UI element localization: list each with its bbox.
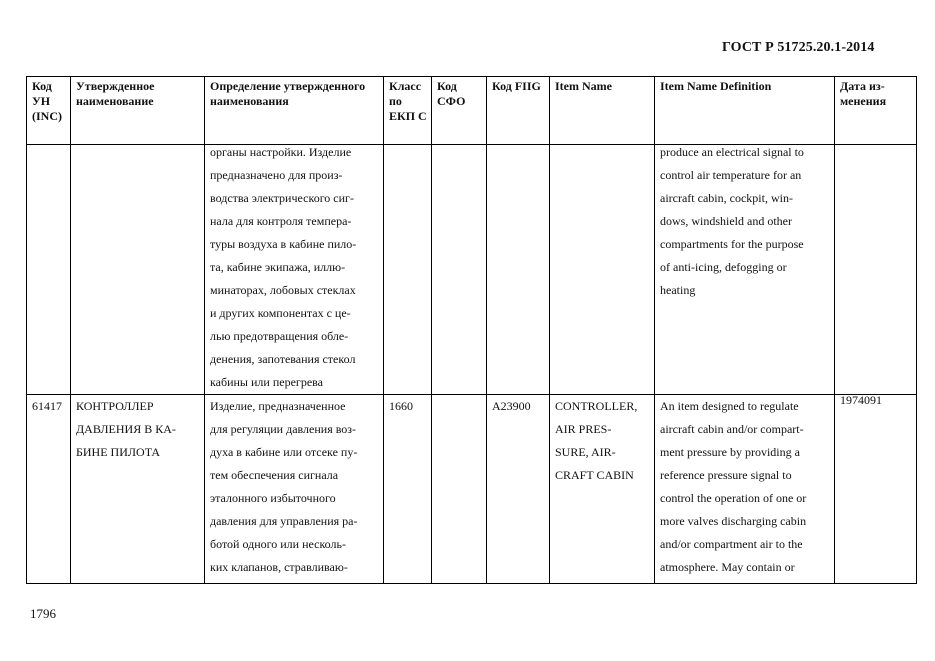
cell-change-date bbox=[835, 395, 917, 584]
text-line: heating bbox=[660, 283, 696, 297]
text-line: aircraft cabin, cockpit, win- bbox=[660, 191, 793, 205]
text-line: and/or compartment air to the bbox=[660, 537, 803, 551]
cell-approved-name bbox=[71, 395, 205, 584]
header-item-definition: Item Name Definition bbox=[655, 77, 835, 145]
text-line: лью предотвращения обле- bbox=[210, 329, 349, 343]
header-fiig: Код FIIG bbox=[487, 77, 550, 145]
header-class: Класс по ЕКП С bbox=[384, 77, 432, 145]
header-sfo: Код СФО bbox=[432, 77, 487, 145]
text-line: эталонного избыточного bbox=[210, 491, 336, 505]
cell-inc bbox=[27, 145, 71, 395]
text-line: aircraft cabin and/or compart- bbox=[660, 422, 804, 436]
text-line: КОНТРОЛЛЕР bbox=[76, 399, 154, 413]
text-line: AIR PRES- bbox=[555, 422, 612, 436]
cell-fiig bbox=[487, 145, 550, 395]
cell-item-name bbox=[550, 145, 655, 395]
text-line: ment pressure by providing a bbox=[660, 445, 800, 459]
text-line: compartments for the purpose bbox=[660, 237, 804, 251]
cell-approved-name bbox=[71, 145, 205, 395]
header-change-date: Дата из- менения bbox=[835, 77, 917, 145]
fiig-code: A23900 bbox=[492, 399, 531, 413]
cell-item-definition bbox=[655, 145, 835, 395]
text-line: An item designed to regulate bbox=[660, 399, 799, 413]
text-line: CRAFT CABIN bbox=[555, 468, 634, 482]
class-code: 1660 bbox=[389, 399, 413, 413]
text-line: of anti-icing, defogging or bbox=[660, 260, 787, 274]
text-line: ДАВЛЕНИЯ В КА- bbox=[76, 422, 176, 436]
text-line: духа в кабине или отсеке пу- bbox=[210, 445, 358, 459]
text-line: нала для контроля темпера- bbox=[210, 214, 352, 228]
cell-item-definition bbox=[655, 395, 835, 584]
text-line: туры воздуха в кабине пило- bbox=[210, 237, 357, 251]
cell-item-name bbox=[550, 395, 655, 584]
text-line: ботой одного или несколь- bbox=[210, 537, 346, 551]
text-line: предназначено для произ- bbox=[210, 168, 343, 182]
text-line: ких клапанов, стравливаю- bbox=[210, 560, 348, 574]
text-line: control the operation of one or bbox=[660, 491, 807, 505]
text-line: минаторах, лобовых стеклах bbox=[210, 283, 356, 297]
text-line: produce an electrical signal to bbox=[660, 145, 804, 159]
text-line: reference pressure signal to bbox=[660, 468, 792, 482]
inc-code: 61417 bbox=[32, 399, 62, 413]
page-number: 1796 bbox=[30, 606, 56, 621]
text-line: atmosphere. May contain or bbox=[660, 560, 795, 574]
cell-fiig bbox=[487, 395, 550, 584]
text-line: органы настройки. Изделие bbox=[210, 145, 352, 159]
text-line: та, кабине экипажа, иллю- bbox=[210, 260, 346, 274]
text-line: для регуляции давления воз- bbox=[210, 422, 357, 436]
table-row-continuation bbox=[27, 145, 917, 395]
cell-class bbox=[384, 395, 432, 584]
text-line: more valves discharging cabin bbox=[660, 514, 807, 528]
header-approved-name: Утвержденное наименование bbox=[71, 77, 205, 145]
text-line: Изделие, предназначенное bbox=[210, 399, 346, 413]
cell-change-date bbox=[835, 145, 917, 395]
header-inc: Код УН (INC) bbox=[27, 77, 71, 145]
text-line: давления для управления ра- bbox=[210, 514, 358, 528]
header-name-definition: Определение утвержденного наименования bbox=[205, 77, 384, 145]
table-row-entry bbox=[27, 395, 917, 584]
text-line: водства электрического сиг- bbox=[210, 191, 354, 205]
text-line: control air temperature for an bbox=[660, 168, 802, 182]
cell-sfo bbox=[432, 395, 487, 584]
cell-name-definition bbox=[205, 145, 384, 395]
text-line: БИНЕ ПИЛОТА bbox=[76, 445, 161, 459]
table-header-row bbox=[27, 77, 917, 145]
text-line: тем обеспечения сигнала bbox=[210, 468, 339, 482]
text-line: и других компонентах с це- bbox=[210, 306, 351, 320]
header-item-name: Item Name bbox=[550, 77, 655, 145]
text-line: денения, запотевания стекол bbox=[210, 352, 356, 366]
text-line: кабины или перегрева bbox=[210, 375, 323, 389]
cell-inc bbox=[27, 395, 71, 584]
cell-class bbox=[384, 145, 432, 395]
text-line: CONTROLLER, bbox=[555, 399, 638, 413]
nomenclature-table bbox=[26, 76, 917, 584]
sfo-code bbox=[437, 395, 482, 418]
cell-sfo bbox=[432, 145, 487, 395]
change-date: 1974091 bbox=[840, 393, 882, 407]
text-line: dows, windshield and other bbox=[660, 214, 792, 228]
text-line: SURE, AIR- bbox=[555, 445, 616, 459]
cell-name-definition bbox=[205, 395, 384, 584]
document-code: ГОСТ Р 51725.20.1-2014 bbox=[722, 40, 875, 55]
